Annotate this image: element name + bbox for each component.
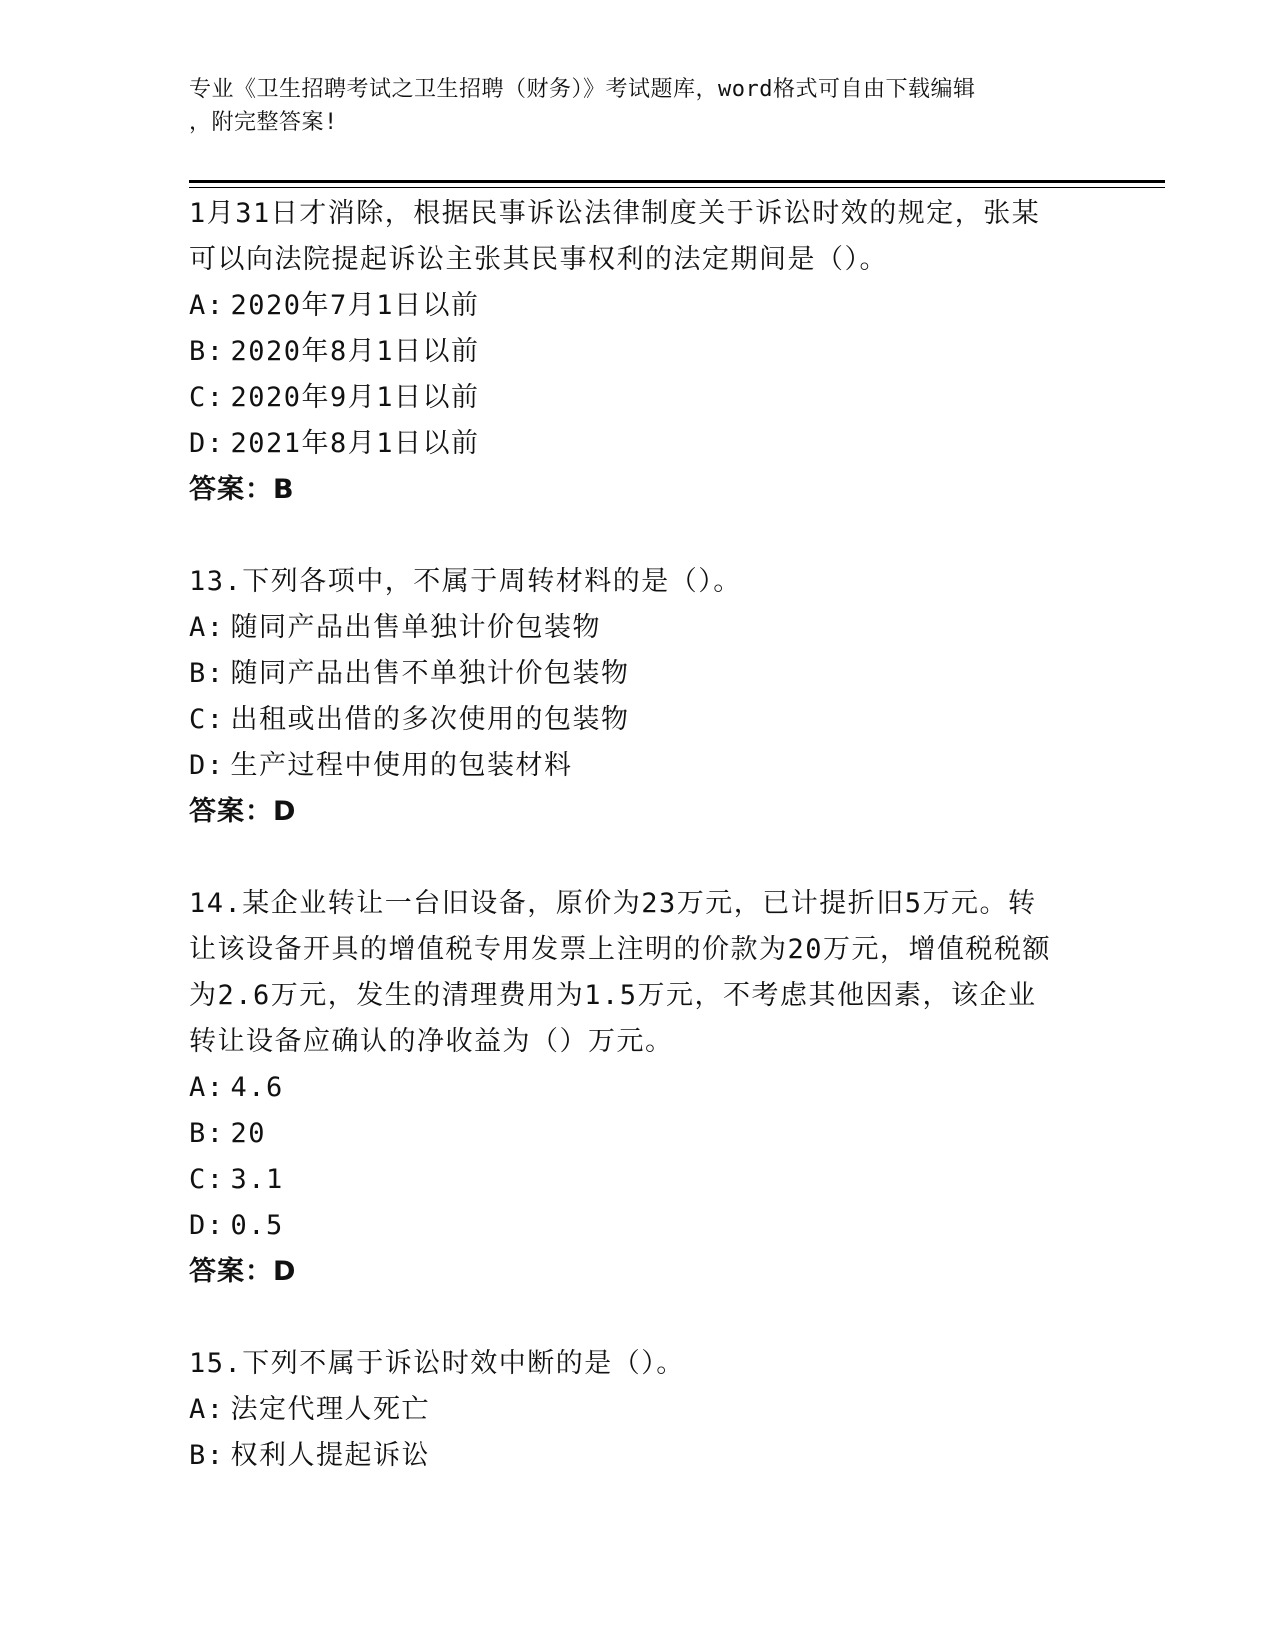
question-text-line: 转让设备应确认的净收益为（）万元。 xyxy=(189,1026,674,1057)
option-letter: C: xyxy=(189,704,225,735)
answer-line: 答案：D xyxy=(189,796,297,827)
question-text xyxy=(189,881,1089,1065)
option-c xyxy=(189,375,1089,421)
question-spacer xyxy=(189,835,1089,881)
option-a xyxy=(189,1387,1089,1433)
option-c xyxy=(189,697,1089,743)
option-text: 随同产品出售单独计价包装物 xyxy=(230,612,602,643)
option-letter: D: xyxy=(189,750,225,781)
option-letter: C: xyxy=(189,382,225,413)
question-spacer xyxy=(189,513,1089,559)
option-letter: D: xyxy=(189,1210,225,1241)
header-title-line-2: ，附完整答案! xyxy=(189,110,338,135)
option-b xyxy=(189,329,1089,375)
option-text: 20 xyxy=(230,1118,267,1149)
answer-line: 答案：B xyxy=(189,474,295,505)
option-text: 随同产品出售不单独计价包装物 xyxy=(230,658,630,689)
option-d xyxy=(189,743,1089,789)
option-c xyxy=(189,1157,1089,1203)
question-list xyxy=(189,191,1089,1479)
option-text: 2020年7月1日以前 xyxy=(230,290,480,321)
question-text-line: 1月31日才消除，根据民事诉讼法律制度关于诉讼时效的规定，张某 xyxy=(189,198,1041,229)
option-letter: D: xyxy=(189,428,225,459)
header-rule-thick xyxy=(189,180,1165,183)
option-letter: C: xyxy=(189,1164,225,1195)
question-text-line: 为2.6万元，发生的清理费用为1.5万元，不考虑其他因素，该企业 xyxy=(189,980,1037,1011)
option-letter: A: xyxy=(189,1394,225,1425)
option-letter: B: xyxy=(189,1440,225,1471)
option-a xyxy=(189,283,1089,329)
question-text-line: 可以向法院提起诉讼主张其民事权利的法定期间是（）。 xyxy=(189,244,888,275)
option-text: 2021年8月1日以前 xyxy=(230,428,480,459)
option-b xyxy=(189,1433,1089,1479)
question-spacer xyxy=(189,1295,1089,1341)
option-letter: B: xyxy=(189,658,225,689)
question-text-line: 15.下列不属于诉讼时效中断的是（）。 xyxy=(189,1348,685,1379)
question-item xyxy=(189,559,1089,835)
question-text xyxy=(189,1341,1089,1387)
option-b xyxy=(189,1111,1089,1157)
question-text-line: 13.下列各项中，不属于周转材料的是（）。 xyxy=(189,566,742,597)
question-item xyxy=(189,191,1089,513)
header-rule-thin xyxy=(189,187,1165,188)
question-text-line: 14.某企业转让一台旧设备，原价为23万元，已计提折旧5万元。转 xyxy=(189,888,1037,919)
option-text: 2020年9月1日以前 xyxy=(230,382,480,413)
question-text xyxy=(189,559,1089,605)
option-text: 出租或出借的多次使用的包装物 xyxy=(230,704,630,735)
option-text: 权利人提起诉讼 xyxy=(230,1440,431,1471)
option-text: 4.6 xyxy=(230,1072,284,1103)
option-d xyxy=(189,421,1089,467)
option-a xyxy=(189,1065,1089,1111)
option-b xyxy=(189,651,1089,697)
question-item xyxy=(189,881,1089,1295)
header-title-line-1: 专业《卫生招聘考试之卫生招聘（财务）》考试题库，word格式可自由下载编辑 xyxy=(189,77,976,102)
option-letter: B: xyxy=(189,336,225,367)
option-d xyxy=(189,1203,1089,1249)
option-text: 3.1 xyxy=(230,1164,284,1195)
option-text: 生产过程中使用的包装材料 xyxy=(230,750,573,781)
option-letter: B: xyxy=(189,1118,225,1149)
option-text: 法定代理人死亡 xyxy=(230,1394,431,1425)
question-text xyxy=(189,191,1089,283)
document-header xyxy=(189,73,1089,139)
option-letter: A: xyxy=(189,290,225,321)
option-text: 2020年8月1日以前 xyxy=(230,336,480,367)
answer-line: 答案：D xyxy=(189,1256,297,1287)
option-letter: A: xyxy=(189,1072,225,1103)
option-letter: A: xyxy=(189,612,225,643)
option-text: 0.5 xyxy=(230,1210,284,1241)
question-item xyxy=(189,1341,1089,1479)
question-text-line: 让该设备开具的增值税专用发票上注明的价款为20万元，增值税税额 xyxy=(189,934,1052,965)
option-a xyxy=(189,605,1089,651)
